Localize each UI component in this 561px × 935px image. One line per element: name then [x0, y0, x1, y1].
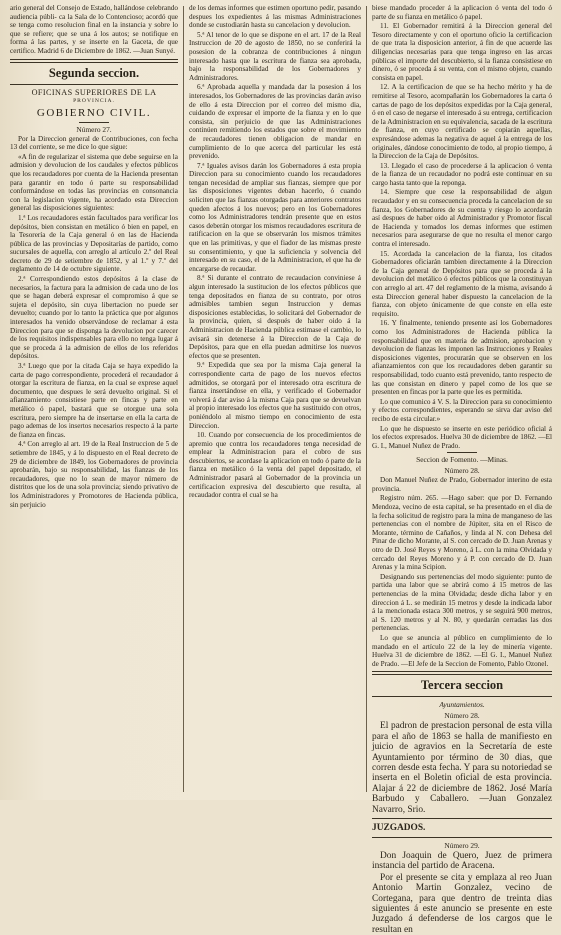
paragraph: 11. El Gobernador remitirá á la Direccion general del Tesoro directamente y con el oportuno oficio la certificacion de que trata la disposicion anterior, á fin de que acuerde las diligencias necesarias para que tenga ingreso en las arcas públicas el importe del descubierto, si la fianza consistiese en dinero, ó se proceda á su venta, con el mismo objeto, cuando consista en papel.	[372, 22, 552, 82]
section-title-tercera: Tercera seccion	[420, 678, 504, 693]
paragraph: 8.ª Si durante el contrato de recaudacion conviniese á algun interesado la sustitucion de los efectos públicos que tenga depositados en fianza de su contrato, por otros admisibles tambien segun Instruccion y demas disposiciones establecidas, lo solicitará del Gobernador de la provincia, quien, si después de haber oido á la Administracion de Hacienda pública estimase el cambio, lo avisará sin detenerse á la Direccion de la Caja de Depósitos, para que en ella puedan admitirse los nuevos efectos que se presenten.	[189, 274, 361, 360]
section-divider	[10, 84, 178, 85]
paragraph: 15. Acordada la cancelacion de la fianza, los citados Gobernadores oficiarán tambien directamente á la Direccion de la Caja general de Depósitos para que se proceda á la devolucion del metálico ó efectos públicos que la constituyan con arreglo al art. 47 del reglamento de la misma, avisando á esta Direccion general haber dispuesto la cancelacion de la fianza, con objeto únicamente de que conste en ella este requisito.	[372, 249, 552, 318]
section-divider	[10, 59, 178, 63]
paragraph: El padron de prestacion personal de esta villa para el año de 1863 se halla de manifiesto en juicio de agravios en la Secretaría de este Ayuntamiento por término de 30 dias, que corren desde esta fecha. Y para su notoriedad se inserta en el Boletin oficial de esta provincia. Alajar á 22 de diciembre de 1862. José María Barbudo y Caballero. —Juan Gonzalez Navarro, Srio.	[372, 721, 552, 815]
section-divider	[372, 818, 552, 819]
paragraph: 5.ª Al tenor de lo que se dispone en el art. 17 de la Real Instruccion de 20 de agosto de 1850, no se conferirá la posesion de la cobranza de contribuciones á ningun interesado hasta que la escritura de fianza sea aprobada, bajo la responsabilidad de los Gobernadores y Administradores.	[189, 30, 361, 82]
padron-notice	[372, 721, 552, 815]
paragraph: 4.ª Con arreglo al art. 19 de la Real Instruccion de 5 de setiembre de 1845, y á lo dispuesto en el Real decreto de 29 de diciembre de 1849, los Gobernadores de provincia aprobarán, bajo su responsabilidad, las fianzas de los recaudadores, que no lo sean de mayor número de distritos que los de una sola provincia; siendo privativo de los Administradores y Promotores de Hacienda pública, sin perjuicio	[10, 440, 178, 509]
provincia-subheading: PROVINCIA.	[73, 97, 115, 104]
paragraph: Lo que comunico á V. S. la Direccion para su conocimiento y efectos correspondientes, esperando se sirva dar aviso del recibo de esta circular.»	[372, 397, 552, 423]
paragraph: Por el presente se cita y emplaza al reo Juan Antonio Martin Gonzalez, vecino de Cortegana, para que dentro de treinta dias siguientes á este anuncio se presente en este Juzgado á defenderse de los cargos que le resultan en	[372, 872, 552, 935]
paragraph: 10. Cuando por consecuencia de los procedimientos de apremio que contra los recaudadores tenga necesidad de emplear la Administracion para el cobro de sus descubiertos, se acordase la aplicacion en todo ó parte de la fianza en metálico ó la venta del papel depositado, el Administrador pasará al Gobernador de la provincia un certificacion expresiva del descubierto que resulta, al recaudador contra el cual se ha	[189, 431, 361, 500]
paragraph: 12. A la certificacion de que se ha hecho mérito y ha de remitirse al Tesoro, acompañarán los Gobernadores la carta ó cartas de pago de los depósitos expedidas por la Caja general, ó en el caso de negarse el interesado á su entrega, certificacion de la Administracion en su equivalencia, sacada de la escritura de fianza, en cuyo certificado se copiarán aquellas, expresándose ademas la negativa de aquel á la entrega de los originales, dándose conocimiento de todo, al propio tiempo, á la Direccion de la Caja de Depósitos.	[372, 83, 552, 161]
section-divider	[372, 671, 552, 675]
numero-27: Número 27.	[76, 124, 112, 134]
paragraph: biese mandado proceder á la aplicacion ó venta del todo ó parte de su fianza en metálico ó papel.	[372, 4, 552, 21]
gobierno-civil-heading: GOBIERNO CIVIL.	[36, 106, 152, 119]
oficinas-heading: OFICINAS SUPERIORES DE LA	[31, 87, 157, 97]
section-divider	[372, 696, 552, 697]
column-right	[372, 4, 552, 935]
heading-rule	[447, 452, 477, 453]
paragraph: Don Joaquin de Quero, Juez de primera instancia del partido de Aracena.	[372, 851, 552, 872]
paragraph: 3.ª Luego que por la citada Caja se haya expedido la carta de pago correspondiente, procederá el recaudador á otorgar la escritura de fianza, en la cual se exprese aquel documento, que despues le será devuelto original. Si el afianzamiento consistiese parte en fincas y parte en metálico ó papel, bastará que se otorgue una sola escritura, pero siempre ha de insertarse en ella la carta de pago ademas de los insertos necesarios respecto á la parte de fianza en fincas.	[10, 362, 178, 439]
paragraph: 16. Y finalmente, teniendo presente así los Gobernadores como los Administradores de Hacienda pública la responsabilidad que en materia de admision, aprobacion y devolucion de fianzas les imponen las Instrucciones y Reales disposiciones vigentes, procurarán que se observen en los afianzamientos con que los recaudadores deben garantir su responsabilidad, todo cuanto está prevenido, tanto respecto de las que consistan en dinero y papel como de los que se presenten en fincas por la parte que les es permitida.	[372, 319, 552, 397]
paragraph: «A fin de regularizar el sistema que debe seguirse en la admision y devolucion de los caudales y efectos públicos que los recaudadores por cuenta de la Hacienda presentan para garantir en todo ó parte su responsabilidad conformándose en todas las provincias en consonancia con la legislacion vigente, ha acordado esta Direccion general las disposiciones siguientes:	[10, 152, 178, 213]
paragraph: 14. Siempre que cese la responsabilidad de algun recaudador y en su consecuencia proceda la cancelacion de su fianza, los Gobernadores de su cuenta y riesgo lo acordarán así despues de haber oido al Administrador y Promotor fiscal de Hacienda y tomados los demas informes que estimen necesarios para asegurarse de que no resulta el menor cargo contra el interesado.	[372, 188, 552, 249]
paragraph: 13. Llegado el caso de procederse á la aplicacion ó venta de la fianza de un recaudador no podrá este continuar en su cargo hasta tanto que la reponga.	[372, 161, 552, 187]
section-divider	[372, 837, 552, 838]
fomento-minas-heading: Seccion de Fomento. —Minas.	[416, 455, 508, 465]
column-middle	[189, 4, 361, 794]
paragraph: Registro núm. 265. —Hago saber: que por D. Fernando Mendoza, vecino de esta capital, se ha presentado en el dia de la fecha solicitud de registro para la mina de manganeso de las pertenencias con el nombre de Júpiter, sita en el Risco de Morante, término de Cañaños, y linda al N. con Dehesa del Pinar de dicho Morante, al S. con cercado de D. Juan Arenas y otro de D. José Reyes y Moreno, á L. con la mina Olvidada y cercado del Reyes Moreno y á P. con cercado de D. Juan Arenas y la mina Scipion.	[372, 494, 552, 572]
numero-29: Número 29.	[444, 841, 480, 850]
ayuntamientos-heading: Ayuntamientos.	[439, 700, 485, 710]
juzgado-notice	[372, 851, 552, 935]
paragraph: 1.ª Los recaudadores están facultados para verificar los depósitos, bien consistan en metálico ó bien en papel, en la Tesorería de la Caja general ó en las de Hacienda pública de las provincias y Depositarías de partido, como sucursales de aquella, con arreglo al artículo 2.º del Real decreto de 29 de setiembre de 1852, y al 1.º y 7.º del reglamento de 14 de octubre siguiente.	[10, 213, 178, 274]
paragraph: 2.ª Correspondiendo estos depósitos á la clase de necesarios, la factura para la admision de cada uno de los que se hagan deberá expresar el compromiso á que se sujeta el depósito, sin cuya libertacion no puede ser devuelto; cuando por lo tanto la práctica que por algunos interesados ha venido observándose de reclamar á esta Direccion para que se disponga la devolucion por carecer de los requisitos indispensables para ello no tenga lugar á que se proceda á la admision de ellos de los referidos depósitos.	[10, 275, 178, 361]
column-left	[10, 4, 178, 794]
column-rule	[183, 6, 184, 792]
section-title-segunda: Segunda seccion.	[48, 65, 140, 80]
paragraph: 9.ª Expedida que sea por la misma Caja general la correspondiente carta de pago de los nuevos efectos admitidos, se otorgará por el interesado otra escritura de fianza insertándose en ella, y verificado el Gobernador volverá á dar aviso á la misma Caja para que se devuelvan al propio interesado los efectos que ha sustituido con otros, poniéndolo al mismo tiempo en conocimiento de esta Direccion.	[189, 361, 361, 430]
column-rule	[366, 6, 367, 792]
paragraph: 7.ª Iguales avisos darán los Gobernadores á esta propia Direccion para su conocimiento cuando los recaudadores tengan necesidad de ampliar sus fianzas, siempre que por las disposiciones vigentes deban hacerlo, ó cuando soliciten que las fianzas otorgadas para anteriores contratos queden afectos á los nuevos; pero en los Gobernadores como los Administradores tendrán presente que en estos casos deberán otorgar los mismos recaudadores escritura de ratificacion en la que se observarán los mismos trámites que en las primitivas, y que el fiador de las mismas preste su consentimiento, y que la suficiencia y solvencia del interesado en su caso, el de la Administracion, el que ha de encargarse de recaudar.	[189, 161, 361, 273]
paragraph: Lo que he dispuesto se inserte en este periódico oficial á los efectos expresados. Huelva 30 de diciembre de 1862. —El G. I., Manuel Nuñez de Prado.	[372, 424, 552, 450]
paragraph: Don Manuel Nuñez de Prado, Gobernador interino de esta provincia.	[372, 476, 552, 493]
juzgados-heading: JUZGADOS.	[372, 823, 426, 833]
numero-28-ayuntamientos: Número 28.	[444, 711, 480, 721]
paragraph: Lo que se anuncia al público en cumplimiento de lo mandado en el artículo 22 de la ley de minería vigente. Huelva 31 de diciembre de 1862. —El G. I., Manuel Nuñez de Prado. —El Jefe de la Seccion de Fomento, Pablo Ozonel.	[372, 633, 552, 668]
heading-rule	[79, 122, 109, 123]
numero-28: Número 28.	[444, 466, 480, 476]
paragraph: Designando sus pertenencias del modo siguiente: punto de partida una labor que se abrirá como á 15 metros de las pertenencias de la mina Olvidada; desde dicha labor y en direccion á L. se medirán 15 metros y desde la indicada labor á la mencionada estaca 300 metros, y se seguirá 900 metros, al S. 120 metros y al N. 80, y quedarán cerradas las dos pertenencias.	[372, 572, 552, 633]
consejo-estado-paragraph: ario general del Consejo de Estado, hallándose celebrando audiencia públi- ca la Sala de lo Contencioso; acordó que se tenga como resolucion final en la instancia y sobre lo que se refiere; que se una á los autos; se notifique en forma á las partes, y se inserte en la Gaceta, de que certifico. Madrid 6 de Diciembre de 1862. —Juan Sunyé.	[10, 4, 178, 55]
paragraph: de los demas informes que estimen oportuno pedir, pasando despues los expedientes á las mismas Administraciones donde se custodiarán hasta su cancelacion y devolucion.	[189, 4, 361, 30]
intro-paragraph: Por la Direccion general de Contribuciones, con fecha 13 del corriente, se me dice lo que sigue:	[10, 134, 178, 152]
paragraph: 6.ª Aprobada aquella y mandada dar la posesion á los interesados, los Gobernadores de las provincias darán aviso de ello á esta Direccion por el correo del mismo dia, cuidando de expresar el importe de la fianza y en lo que consista, sin perjuicio de que las Administraciones continúen remitiendo los estados que sobre el movimiento de recaudadores tienen obligacion de mandar en cumplimiento de lo que acerca del particular les está prevenido.	[189, 83, 361, 161]
